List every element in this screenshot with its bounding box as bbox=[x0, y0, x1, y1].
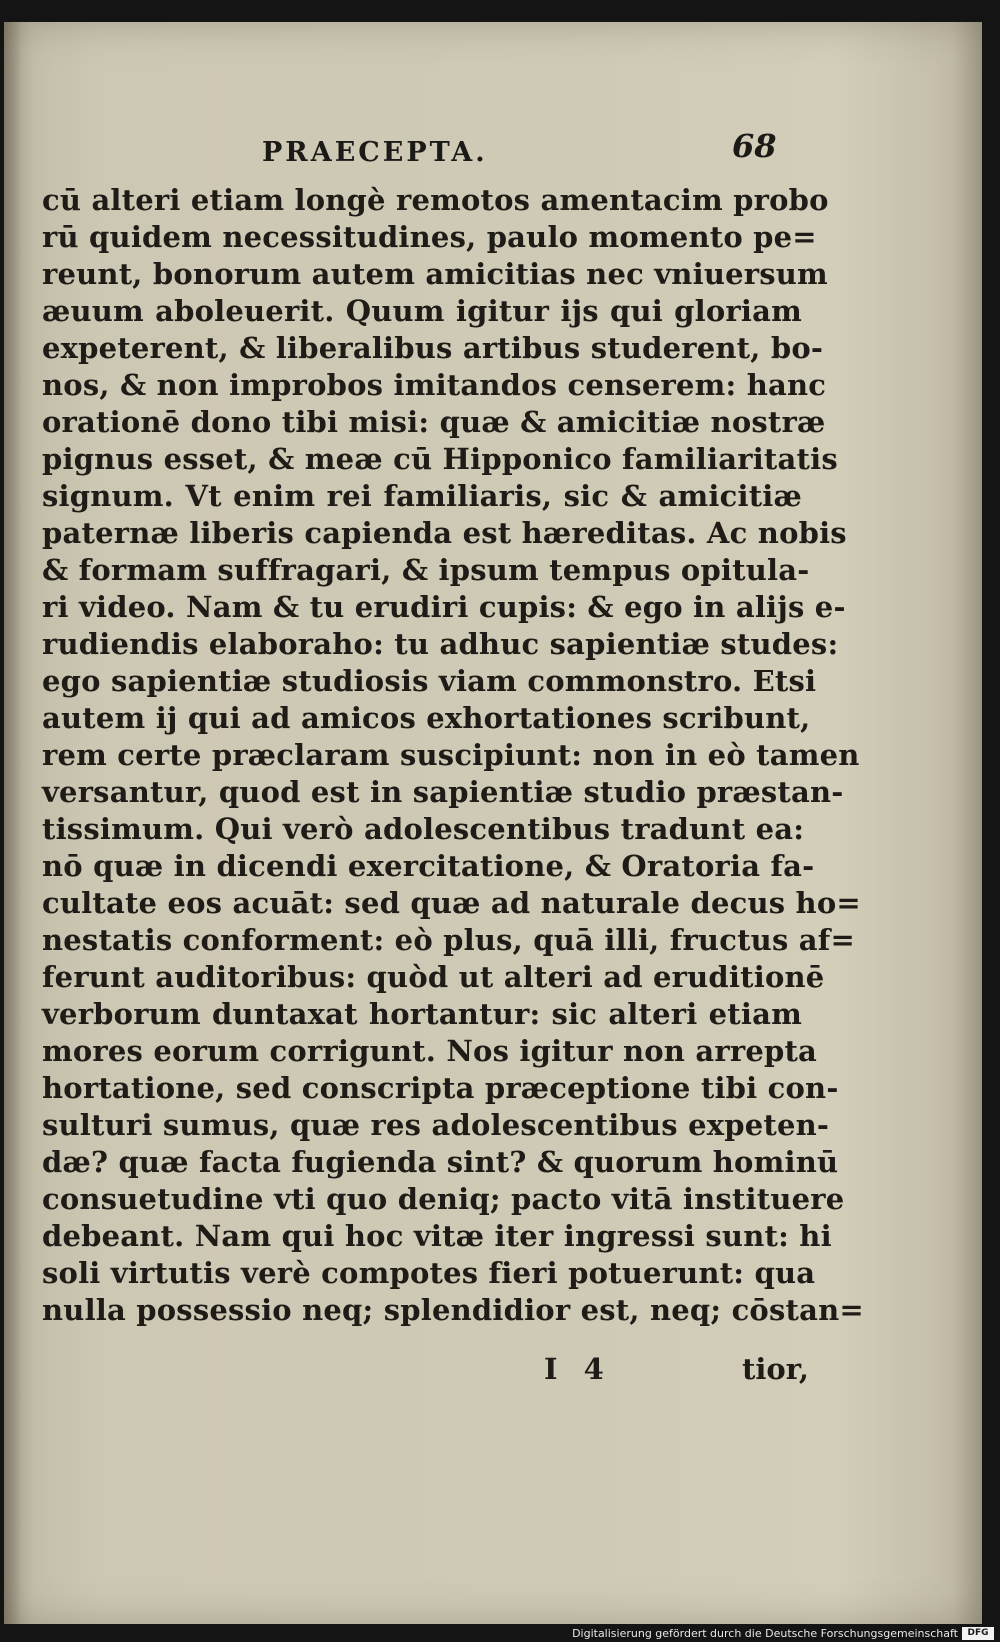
text-line: nulla possessio neq; splendidior est, neq; cōstan= bbox=[42, 1293, 864, 1327]
text-line: soli virtutis verè compotes fieri potuerunt: qua bbox=[42, 1256, 816, 1290]
signature-mark: I 4 bbox=[544, 1352, 612, 1386]
text-line: verborum duntaxat hortantur: sic alteri etiam bbox=[42, 997, 802, 1031]
text-line: reunt, bonorum autem amicitias nec vniuersum bbox=[42, 257, 828, 291]
text-line: signum. Vt enim rei familiaris, sic & amicitiæ bbox=[42, 479, 802, 513]
text-line: cultate eos acuāt: sed quæ ad naturale decus ho= bbox=[42, 886, 861, 920]
body-text bbox=[42, 182, 864, 1329]
text-line: versantur, quod est in sapientiæ studio præstan- bbox=[42, 775, 844, 809]
dfg-logo-icon: DFG bbox=[962, 1627, 994, 1640]
text-line: tissimum. Qui verò adolescentibus tradunt ea: bbox=[42, 812, 805, 846]
text-line: rū quidem necessitudines, paulo momento pe= bbox=[42, 220, 817, 254]
text-line: ri video. Nam & tu erudiri cupis: & ego in alijs e- bbox=[42, 590, 846, 624]
page-footer bbox=[4, 1352, 982, 1402]
catchword: tior, bbox=[742, 1352, 810, 1386]
text-line: rudiendis elaboraho: tu adhuc sapientiæ studes: bbox=[42, 627, 839, 661]
text-line: rem certe præclaram suscipiunt: non in eò tamen bbox=[42, 738, 860, 772]
page-header bbox=[4, 107, 982, 167]
digitization-credit: Digitalisierung gefördert durch die Deutsche Forschungsgemeinschaft bbox=[572, 1627, 958, 1640]
text-line: orationē dono tibi misi: quæ & amicitiæ nostræ bbox=[42, 405, 826, 439]
text-line: æuum aboleuerit. Quum igitur ijs qui gloriam bbox=[42, 294, 802, 328]
text-line: nō quæ in dicendi exercitatione, & Oratoria fa- bbox=[42, 849, 815, 883]
text-line: nos, & non improbos imitandos censerem: hanc bbox=[42, 368, 827, 402]
text-line: nestatis conforment: eò plus, quā illi, fructus af= bbox=[42, 923, 855, 957]
running-head: PRAECEPTA. bbox=[262, 137, 488, 168]
text-line: autem ij qui ad amicos exhortationes scribunt, bbox=[42, 701, 811, 735]
text-line: cū alteri etiam longè remotos amentacim probo bbox=[42, 183, 829, 217]
text-line: & formam suffragari, & ipsum tempus opitula- bbox=[42, 553, 810, 587]
text-line: dæ? quæ facta fugienda sint? & quorum hominū bbox=[42, 1145, 839, 1179]
text-line: consuetudine vti quo deniq; pacto vitā instituere bbox=[42, 1182, 845, 1216]
book-page bbox=[4, 22, 982, 1624]
text-line: debeant. Nam qui hoc vitæ iter ingressi sunt: hi bbox=[42, 1219, 832, 1253]
text-line: expeterent, & liberalibus artibus studerent, bo- bbox=[42, 331, 824, 365]
text-line: ferunt auditoribus: quòd ut alteri ad eruditionē bbox=[42, 960, 825, 994]
text-line: hortatione, sed conscripta præceptione tibi con- bbox=[42, 1071, 839, 1105]
text-line: pignus esset, & meæ cū Hipponico familiaritatis bbox=[42, 442, 838, 476]
text-line: ego sapientiæ studiosis viam commonstro. Etsi bbox=[42, 664, 817, 698]
text-line: mores eorum corrigunt. Nos igitur non arrepta bbox=[42, 1034, 818, 1068]
text-line: sulturi sumus, quæ res adolescentibus expeten- bbox=[42, 1108, 830, 1142]
page-number: 68 bbox=[732, 127, 777, 165]
text-line: paternæ liberis capienda est hæreditas. Ac nobis bbox=[42, 516, 847, 550]
